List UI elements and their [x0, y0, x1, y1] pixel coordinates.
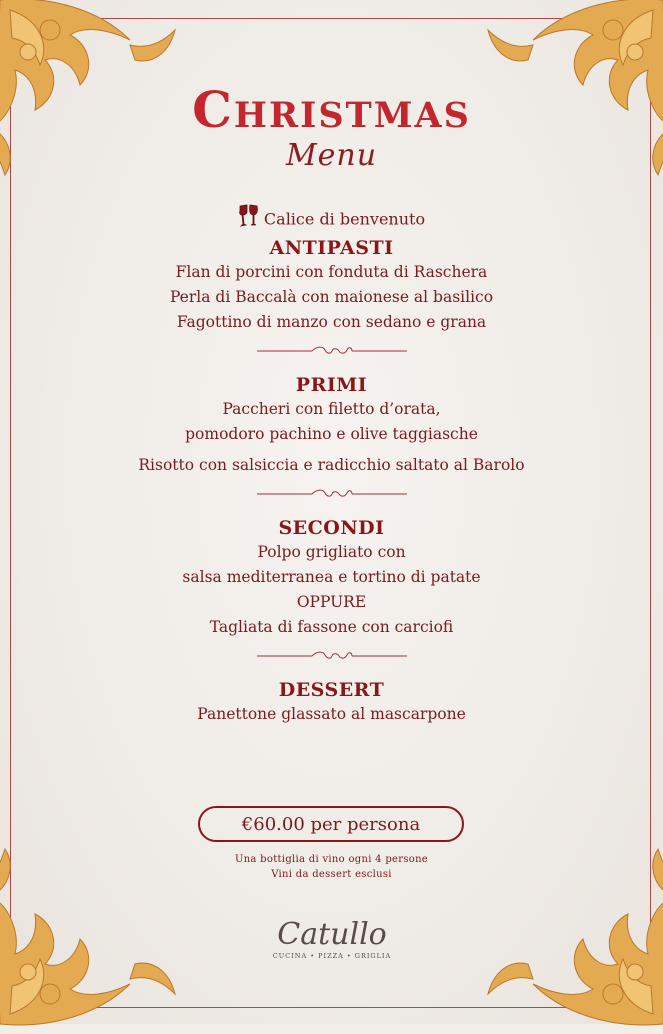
note-dessert-wine: Vini da dessert esclusi [271, 869, 392, 880]
menu-item: Flan di porcini con fonduta di Raschera [175, 263, 488, 281]
menu-item: Panettone glassato al mascarpone [197, 705, 466, 723]
menu-item: Paccheri con filetto d’orata, [222, 400, 441, 418]
section-dessert [0, 678, 663, 727]
menu-content [0, 204, 663, 727]
restaurant-logo [272, 918, 392, 978]
menu-item: pomodoro pachino e olive taggiasche [185, 425, 478, 443]
section-title: SECONDI [278, 517, 385, 539]
menu-item: Perla di Baccalà con maionese al basilico [169, 288, 494, 306]
welcome-text: Calice di benvenuto [263, 209, 426, 229]
section-title: ANTIPASTI [269, 237, 394, 259]
menu-subtitle: Menu [285, 138, 378, 173]
section-secondi [0, 516, 663, 640]
section-title: PRIMI [295, 374, 368, 396]
menu-item: Fagottino di manzo con sedano e grana [176, 313, 487, 331]
menu-item: Tagliata di fassone con carciofi [209, 618, 454, 636]
wine-glasses-icon [238, 204, 260, 236]
section-title: DESSERT [278, 679, 385, 701]
menu-item: salsa mediterranea e tortino di patate [182, 568, 481, 586]
logo-tagline: CUCINA • PIZZA • GRIGLIA [272, 952, 392, 960]
menu-item: OPPURE [296, 593, 367, 611]
section-primi [0, 373, 663, 478]
section-antipasti [0, 236, 663, 335]
ornament-divider [0, 640, 663, 672]
menu-item: Polpo grigliato con [257, 543, 406, 561]
menu-item: Risotto con salsiccia e radicchio saltato al Barolo [138, 456, 525, 474]
ornament-divider [0, 335, 663, 367]
price-badge: €60.00 per persona [198, 806, 464, 842]
menu-title: Christmas [192, 80, 471, 139]
welcome-line [0, 204, 663, 230]
logo-name: Catullo [277, 917, 387, 952]
ornament-divider [0, 478, 663, 510]
note-wine: Una bottiglia di vino ogni 4 persone [234, 854, 429, 865]
